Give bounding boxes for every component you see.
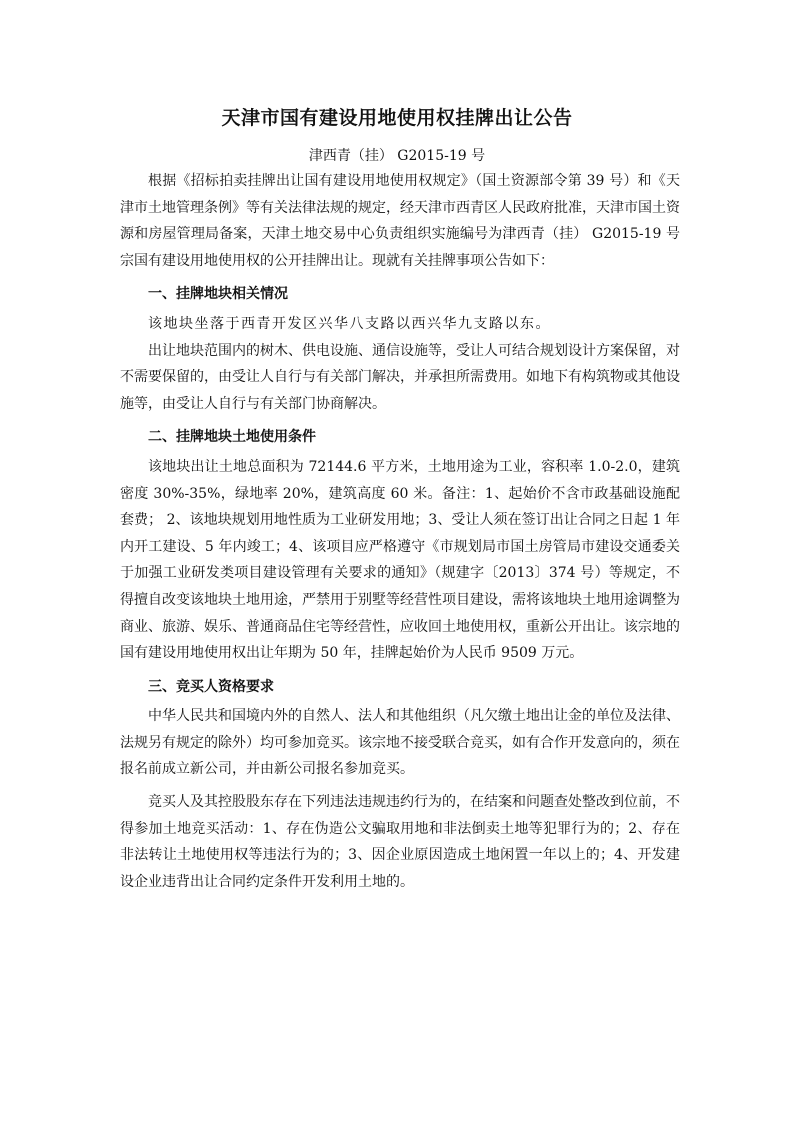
section-heading: 三、竞买人资格要求: [148, 678, 274, 695]
section-paragraph: 竞买人及其控股股东存在下列违法违规违约行为的，在结案和问题查处整改到位前，不得参加土地竞买活动：1、存在伪造公文骗取用地和非法倒卖土地等犯罪行为的；2、存在非法转让土地使用权等违法行为的；3、因企业原因造成土地闲置一年以上的；4、开发建设企业违背出让合同约定条件开发利用土地的。: [120, 794, 680, 890]
section-paragraph: 该地块坐落于西青开发区兴华八支路以西兴华九支路以东。: [148, 315, 551, 332]
intro-paragraph: 根据《招标拍卖挂牌出让国有建设用地使用权规定》（国土资源部令第 39 号）和《天津市土地管理条例》等有关法律法规的规定，经天津市西青区人民政府批准，天津市国土资源和房屋管理局备案，天津土地交易中心负责组织实施编号为津西青（挂） G2015-19 号宗国有建设用地使用权的公开挂牌出让。现就有关挂牌事项公告如下：: [120, 173, 680, 269]
section-heading: 一、挂牌地块相关情况: [148, 286, 288, 303]
section-heading: 二、挂牌地块土地使用条件: [148, 429, 316, 446]
document-body: [120, 168, 680, 895]
section-paragraph: 出让地块范围内的树木、供电设施、通信设施等，受让人可结合规划设计方案保留，对不需要保留的，由受让人自行与有关部门解决，并承担所需费用。如地下有构筑物或其他设施等，由受让人自行与有关部门协商解决。: [120, 342, 680, 412]
section-paragraph: 中华人民共和国境内外的自然人、法人和其他组织（凡欠缴土地出让金的单位及法律、法规另有规定的除外）均可参加竞买。该宗地不接受联合竞买，如有合作开发意向的，须在报名前成立新公司，并由新公司报名参加竞买。: [120, 708, 680, 778]
section-paragraph: 该地块出让土地总面积为 72144.6 平方米，土地用途为工业，容积率 1.0-2.0，建筑密度 30%-35%，绿地率 20%，建筑高度 60 米。备注：1、起始价不含市政基础设施配套费； 2、该地块规划用地性质为工业研发用地；3、受让人须在签订出让合同之日起 1 年内开工建设、5 年内竣工；4、该项目应严格遵守《市规划局市国土房管局市建设交通委关于加强工业研发类项目建设管理有关要求的通知》（规建字〔2013〕374 号）等规定，不得擅自改变该地块土地用途，严禁用于别墅等经营性项目建设，需将该地块土地用途调整为商业、旅游、娱乐、普通商品住宅等经营性，应收回土地使用权，重新公开出让。该宗地的国有建设用地使用权出让年期为 50 年，挂牌起始价为人民币 9509 万元。: [120, 458, 680, 662]
document-title: 天津市国有建设用地使用权挂牌出让公告: [221, 107, 573, 129]
document-number: 津西青（挂） G2015-19 号: [308, 148, 486, 164]
